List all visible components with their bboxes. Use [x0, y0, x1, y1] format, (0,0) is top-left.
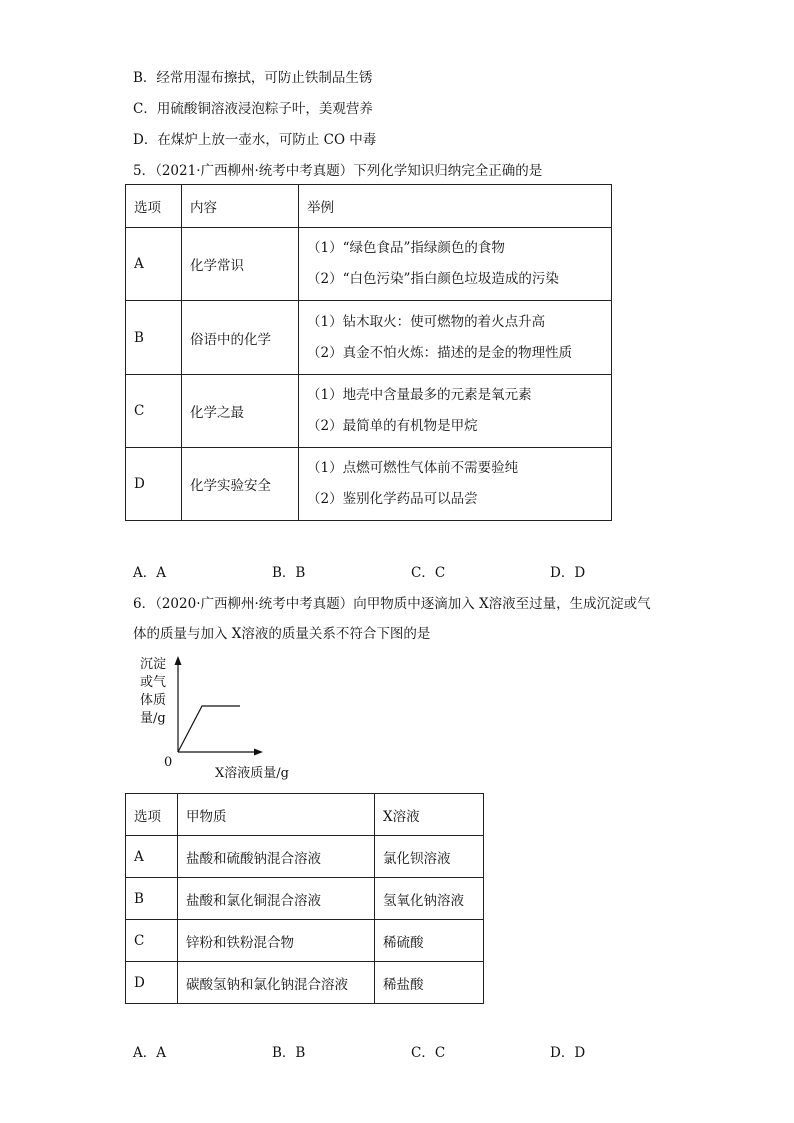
- q6-stem-line2: 体的质量与加入 X溶液的质量关系不符合下图的是: [133, 626, 431, 642]
- answer-option-b[interactable]: B．B: [272, 1045, 306, 1061]
- row-examples: [299, 448, 612, 521]
- example-line: （2）“白色污染”指白颜色垃圾造成的污染: [307, 271, 559, 287]
- answer-option-a[interactable]: A．A: [133, 565, 166, 581]
- graph-y-arrow: [175, 656, 182, 665]
- q4-option-d: D．在煤炉上放一壶水，可防止 CO 中毒: [133, 132, 377, 148]
- graph-xlabel: X溶液质量/g: [215, 766, 289, 781]
- example-line: （2）真金不怕火炼：描述的是金的物理性质: [307, 344, 573, 361]
- row-option: C: [126, 375, 182, 448]
- example-line: （1）点燃可燃性气体前不需要验纯: [307, 460, 519, 476]
- q5-stem: 5．（2021·广西柳州·统考中考真题）下列化学知识归纳完全正确的是: [133, 163, 543, 179]
- row-examples: [299, 228, 612, 301]
- header-content: 内容: [182, 185, 299, 228]
- table-row: [126, 878, 484, 920]
- row-content: 化学之最: [182, 375, 299, 448]
- row-substance: 盐酸和氯化铜混合溶液: [178, 878, 375, 920]
- example-line: （1）钻木取火：使可燃物的着火点升高: [307, 313, 546, 330]
- example-line: （1）地壳中含量最多的元素是氧元素: [307, 387, 532, 403]
- answer-option-c[interactable]: C．C: [411, 1045, 446, 1061]
- graph-origin-label: 0: [164, 755, 173, 770]
- answer-option-b[interactable]: B．B: [272, 565, 306, 581]
- row-examples: [299, 375, 612, 448]
- row-substance: 碳酸氢钠和氯化钠混合溶液: [178, 962, 375, 1004]
- row-content: 化学实验安全: [182, 448, 299, 521]
- table-header-row: [126, 794, 484, 836]
- row-option: D: [126, 962, 178, 1004]
- example-line: （2）最简单的有机物是甲烷: [307, 418, 478, 434]
- example-line: （1）“绿色食品”指绿颜色的食物: [307, 240, 505, 256]
- table-row: [126, 375, 612, 448]
- graph-ylabel-line: 量/g: [140, 711, 166, 726]
- header-option: 选项: [126, 794, 178, 836]
- table-row: [126, 301, 612, 375]
- graph-curve: [178, 706, 240, 752]
- header-solution: X溶液: [375, 794, 484, 836]
- table-header-row: [126, 185, 612, 228]
- q5-table: [125, 184, 612, 521]
- row-substance: 锌粉和铁粉混合物: [178, 920, 375, 962]
- q6-graph: [130, 652, 320, 782]
- header-option: 选项: [126, 185, 182, 228]
- row-solution: 稀盐酸: [375, 962, 484, 1004]
- row-substance: 盐酸和硫酸钠混合溶液: [178, 836, 375, 878]
- header-example: 举例: [299, 185, 612, 228]
- answer-option-d[interactable]: D．D: [550, 1045, 586, 1061]
- table-row: [126, 448, 612, 521]
- answer-option-c[interactable]: C．C: [411, 565, 446, 581]
- row-option: A: [126, 836, 178, 878]
- row-option: C: [126, 920, 178, 962]
- table-row: [126, 228, 612, 301]
- q6-answer-options: [133, 1041, 689, 1061]
- answer-option-d[interactable]: D．D: [550, 565, 586, 581]
- graph-ylabel-line: 沉淀: [140, 657, 167, 672]
- q4-option-c: C．用硫酸铜溶液浸泡粽子叶，美观营养: [133, 101, 373, 117]
- row-solution: 氢氧化钠溶液: [375, 878, 484, 920]
- q6-table: [125, 793, 484, 1004]
- answer-option-a[interactable]: A．A: [133, 1045, 166, 1061]
- row-content: 俗语中的化学: [182, 301, 299, 375]
- graph-ylabel-line: 或气: [140, 675, 167, 690]
- table-row: [126, 962, 484, 1004]
- row-examples: [299, 301, 612, 375]
- row-content: 化学常识: [182, 228, 299, 301]
- q6-stem-line1: 6．（2020·广西柳州·统考中考真题）向甲物质中逐滴加入 X溶液至过量，生成沉淀或气: [133, 596, 651, 612]
- row-solution: 氯化钡溶液: [375, 836, 484, 878]
- table-row: [126, 836, 484, 878]
- row-option: B: [126, 878, 178, 920]
- graph-ylabel-line: 体质: [140, 693, 167, 708]
- row-solution: 稀硫酸: [375, 920, 484, 962]
- example-line: （2）鉴别化学药品可以品尝: [307, 491, 478, 507]
- row-option: B: [126, 301, 182, 375]
- table-row: [126, 920, 484, 962]
- header-substance: 甲物质: [178, 794, 375, 836]
- row-option: D: [126, 448, 182, 521]
- row-option: A: [126, 228, 182, 301]
- graph-x-arrow: [254, 749, 263, 756]
- q4-option-b: B．经常用湿布擦拭，可防止铁制品生锈: [133, 70, 373, 86]
- q5-answer-options: [133, 561, 689, 581]
